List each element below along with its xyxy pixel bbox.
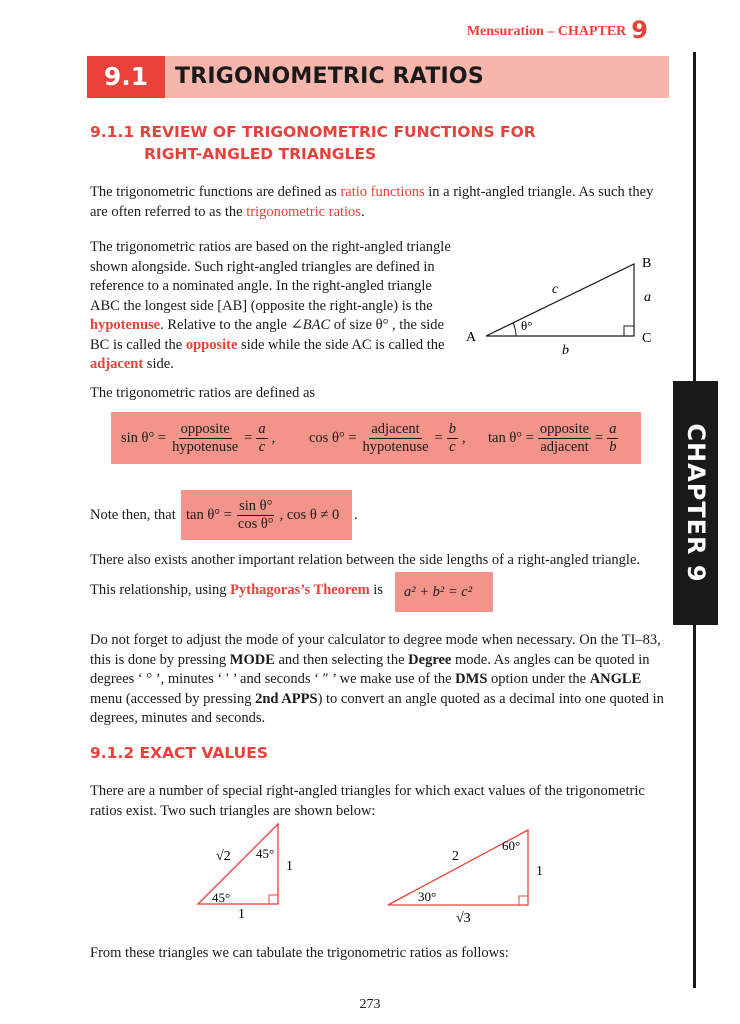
tri45-hypotenuse-label: √2 <box>216 849 231 864</box>
running-head-chapter-number: 9 <box>631 16 648 44</box>
sin-definition: sin θ° = $\frac{\text{opposite}}{\text{hypotenuse}}$ = $\frac{a}{c}$ , <box>121 420 276 455</box>
side-a-label: a <box>644 290 651 305</box>
right-angle-marker <box>624 326 634 336</box>
note-end: . <box>354 507 358 523</box>
vertex-b-label: B <box>642 256 652 271</box>
section-banner <box>87 56 669 98</box>
paragraph-triangle-definition: The trigonometric ratios are based on the right-angled triangle shown alongside. Such right-angled triangles are defined in reference to a nominated angle. In the right-angled triangle ABC the longest side [AB] (opposite the right-angle) is the hypotenuse. Relative to the angle ∠BAC of size θ° , the side BC is called the opposite side while the side AC is called the adjacent side. <box>90 239 451 372</box>
paragraph-calculator-mode: Do not forget to adjust the mode of your calculator to degree mode when necessary. On the TI–83, this is done by pressing MODE and then selecting the Degree mode. As angles can be quoted in degrees ‘ ° ’, minutes ‘ ′ ’ and seconds ‘ ″ ’ we make use of the DMS option under the ANGLE menu (accessed by pressing 2nd APPS) to convert an angle quoted as a decimal into one quoted in degrees, minutes and seconds. <box>90 632 664 726</box>
paragraph-ratios-defined: The trigonometric ratios are defined as <box>90 385 316 401</box>
paragraph-exact-values: There are a number of special right-angled triangles for which exact values of the trigonometric ratios exist. Two such triangles are shown below: <box>90 783 645 819</box>
triangle-abc <box>486 264 634 336</box>
tri30-base-label: √3 <box>456 911 471 926</box>
tri30-hypotenuse-label: 2 <box>452 849 459 864</box>
cos-definition: cos θ° = $\frac{\text{adjacent}}{\text{hypotenuse}}$ = $\frac{b}{c}$ , <box>309 420 466 455</box>
key-mode: MODE <box>229 651 275 668</box>
subsection-heading-9-1-1 <box>90 121 536 165</box>
term-opposite: opposite <box>185 336 238 353</box>
tri45-bottom-angle-label: 45° <box>212 890 231 905</box>
paragraph-tabulate: From these triangles we can tabulate the trigonometric ratios as follows: <box>90 945 509 961</box>
vertex-c-label: C <box>642 331 652 346</box>
term-angle: ANGLE <box>589 671 642 687</box>
pythagoras-formula: a² + b² = c² <box>404 583 473 600</box>
section-title: TRIGONOMETRIC RATIOS <box>175 64 484 89</box>
triangle-45-45 <box>198 824 278 904</box>
tri45-top-angle-label: 45° <box>256 846 275 861</box>
side-c-label: c <box>552 282 559 297</box>
chapter-tab <box>673 381 718 625</box>
term-dms: DMS <box>455 671 488 687</box>
angle-theta-label: θ° <box>521 318 533 333</box>
paragraph-side-relation: There also exists another important relation between the side lengths of a right-angled triangle. <box>90 552 641 568</box>
triangle-30-60-diagram <box>380 818 550 928</box>
running-head <box>467 16 648 44</box>
tri30-side-label: 1 <box>536 864 543 879</box>
triangle-abc-diagram <box>464 250 664 360</box>
tan-definition: tan θ° = $\frac{\text{opposite}}{\text{adjacent}}$ = $\frac{a}{b}$ <box>488 420 617 455</box>
triangle-45-45-diagram <box>190 818 310 922</box>
term-trigonometric-ratios: trigonometric ratios <box>246 203 361 220</box>
term-adjacent: adjacent <box>90 356 144 372</box>
note-prefix: Note then, that <box>90 507 176 523</box>
paragraph-intro: The trigonometric functions are defined as ratio functions in a right-angled triangle. As such they are often referred to as the trigonometric ratios. <box>90 184 654 220</box>
subsection-heading-9-1-2: 9.1.2 EXACT VALUES <box>90 744 269 762</box>
vertex-a-label: A <box>466 330 477 345</box>
tri45-base-label: 1 <box>238 907 245 922</box>
right-angle-marker-30 <box>519 896 528 905</box>
tri30-top-angle-label: 60° <box>502 838 521 853</box>
page-number: 273 <box>359 997 381 1012</box>
term-hypotenuse: hypotenuse <box>90 317 161 333</box>
term-degree: Degree <box>408 651 452 668</box>
tri30-bottom-angle-label: 30° <box>418 889 437 904</box>
running-head-text: Mensuration – CHAPTER <box>466 24 627 39</box>
paragraph-pythagoras: This relationship, using Pythagoras’s Theorem is <box>90 582 383 598</box>
right-angle-marker-45 <box>269 895 278 904</box>
tri45-side-label: 1 <box>286 859 293 874</box>
section-number: 9.1 <box>87 56 165 98</box>
angle-arc <box>513 323 516 336</box>
chapter-tab-label: CHAPTER 9 <box>681 423 710 583</box>
subsection-heading-line2: RIGHT-ANGLED TRIANGLES <box>144 145 377 163</box>
tan-identity: tan θ° = $\frac{\text{sin θ°}}{\text{cos θ°}}$ , cos θ ≠ 0 <box>186 497 340 532</box>
key-2nd-apps: 2nd APPS <box>255 690 318 707</box>
angle-bac: ∠BAC <box>290 317 331 333</box>
subsection-heading-line1: 9.1.1 REVIEW OF TRIGONOMETRIC FUNCTIONS FOR <box>90 123 536 141</box>
side-b-label: b <box>562 343 569 358</box>
term-pythagoras-theorem: Pythagoras’s Theorem <box>230 582 370 598</box>
term-ratio-functions: ratio functions <box>340 184 425 200</box>
